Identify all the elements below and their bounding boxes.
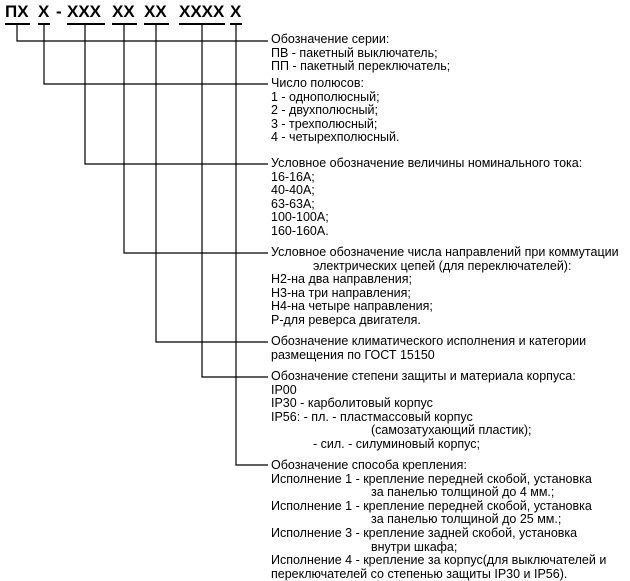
connector-protection — [202, 25, 268, 377]
directions-line: Н3-на три направления; — [271, 285, 411, 300]
code-dash: - — [56, 2, 62, 21]
poles-line: 1 - однополюсный; — [271, 89, 380, 104]
directions-line: Р-для реверса двигателя. — [271, 312, 421, 327]
series-title: Обозначение серии: — [271, 32, 390, 46]
poles-line: 4 - четырехполюсный. — [271, 130, 400, 145]
connector-current — [85, 25, 268, 164]
current-line: 16-16А; — [271, 169, 315, 184]
protection-line: IP30 - карболитовый корпус — [271, 396, 433, 411]
directions-line: Н4-на четыре направления; — [271, 299, 433, 314]
code-mounting: Х — [230, 2, 242, 21]
series-line: ПВ - пакетный выключатель; — [271, 45, 438, 60]
current-line: 40-40А; — [271, 183, 315, 198]
block-current — [271, 157, 582, 239]
block-poles — [271, 77, 399, 145]
protection-title: Обозначение степени защиты и материала корпуса: — [271, 369, 576, 383]
protection-line: (самозатухающий пластик); — [371, 423, 532, 438]
connector-directions — [124, 25, 268, 253]
current-title: Условное обозначение величины номинального тока: — [271, 156, 583, 170]
code-series: ПХ — [5, 2, 29, 21]
mounting-line: переключателей со степенью защиты IP30 и IP56). — [271, 566, 568, 581]
mounting-line: за панелью толщиной до 4 мм.; — [371, 485, 555, 500]
directions-line: Н2-на два направления; — [271, 272, 412, 287]
mounting-line: за панелью толщиной до 25 мм.; — [371, 512, 562, 527]
protection-line: IP00 — [271, 382, 297, 397]
climate-title: Обозначение климатического исполнения и категории — [271, 334, 587, 348]
code-protection: ХХХХ — [179, 2, 225, 21]
mounting-line: Исполнение 3 - крепление задней скобой, установка — [271, 525, 578, 540]
series-line: ПП - пакетный переключатель; — [271, 59, 451, 74]
mounting-line: Исполнение 1 - крепление передней скобой, установка — [271, 498, 592, 513]
mounting-line: Исполнение 4 - крепление за корпус(для выключателей и — [271, 553, 607, 568]
connector-mounting — [236, 25, 268, 465]
current-line: 160-160А. — [271, 223, 329, 238]
protection-line: - сил. - силуминовый корпус; — [313, 436, 481, 451]
poles-line: 3 - трехполюсный; — [271, 116, 378, 131]
mounting-title: Обозначение способа крепления: — [271, 458, 467, 472]
block-protection — [271, 370, 576, 452]
block-mounting — [271, 459, 606, 581]
block-climate — [271, 335, 586, 362]
block-series — [271, 33, 450, 74]
directions-title: Условное обозначение числа направлений при коммутации — [271, 245, 619, 259]
directions-title-cont: электрических цепей (для переключателей): — [313, 258, 572, 273]
mounting-line: Исполнение 1 - крепление передней скобой, установка — [271, 471, 592, 486]
connector-series — [17, 25, 268, 41]
climate-title-cont: размещения по ГОСТ 15150 — [271, 347, 435, 362]
poles-line: 2 - двухполюсный; — [271, 103, 378, 118]
code-climate: ХХ — [144, 2, 167, 21]
code-directions: ХХ — [112, 2, 135, 21]
mounting-line: внутри шкафа; — [371, 539, 458, 554]
block-directions — [271, 246, 619, 328]
code-current: ХХХ — [67, 2, 102, 21]
poles-title: Число полюсов: — [271, 76, 364, 90]
protection-line: IP56: - пл. - пластмассовый корпус — [271, 409, 473, 424]
current-line: 63-63А; — [271, 196, 315, 211]
code-poles: Х — [38, 2, 50, 21]
connector-climate — [156, 25, 268, 342]
current-line: 100-100А; — [271, 210, 329, 225]
